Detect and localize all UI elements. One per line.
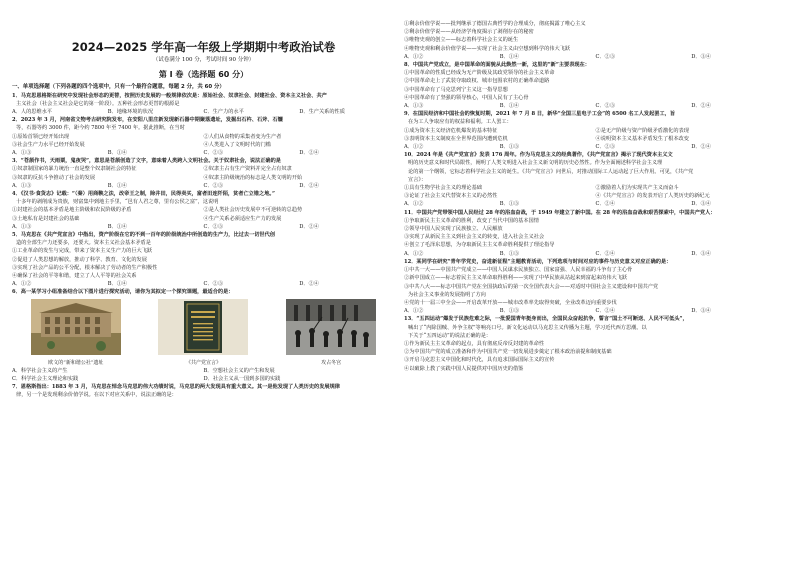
question-9-line-2: 在为工人争取应有的权益和福利。工人罢工： <box>408 119 512 126</box>
q11-statement-2: ②领导中国人民实现了民族独立、人民解放 <box>404 226 503 233</box>
question-1-line-2: 主义社会（社会主义社会是它的第一阶段）。五种社会形态更替的根源是 <box>16 100 180 107</box>
image-new-harmony <box>31 299 121 367</box>
q9-statement-1: ①成为资本主义经济危机爆发的基本特征 <box>404 127 498 134</box>
winter-palace-illustration <box>286 299 376 355</box>
q10-answer-a[interactable]: A．①② <box>404 201 424 208</box>
q4-answer-a[interactable]: A．①③ <box>12 223 32 230</box>
q11-answer-d[interactable]: D．③④ <box>691 250 711 257</box>
q7-statement-1: ①剩余价值学说——批判继承了德国古典哲学的合理成分，彻底揭露了唯心主义 <box>404 21 586 27</box>
question-7-answers <box>404 53 787 61</box>
question-10-line-3: 论的第一个纲领，它标志着科学社会主义的诞生。《共产党宣言》问世后，对推动国际工人运动起了巨大作用。可见，《共产党 <box>408 168 694 175</box>
q7-statement-3: ③唯物史观的创立——标志着科学社会主义的诞生 <box>404 37 519 44</box>
q9-statement-2: ②是无产阶级与资产阶级矛盾激化的表现 <box>595 127 689 134</box>
image-storming-winter-palace <box>286 299 376 367</box>
question-5-answers <box>12 280 395 288</box>
question-10-statements-b <box>404 192 787 200</box>
q10-answer-d[interactable]: D．③④ <box>691 201 711 208</box>
question-2-line-1: 2．2023 年 3 月，河南省文物考古研究院发布，在安阳八里庄新发现新石器中期聚落遗址，发掘出石杵、石斧、石镰 <box>12 117 283 124</box>
q1-option-c[interactable]: C．生产力的水平 <box>203 109 244 115</box>
q10-statement-3: ③论证了社会主义代替资本主义的必然性 <box>404 193 498 200</box>
question-13-line-2: 喊出了“内除国贼、外争主权”等响亮口号。新文化运动以马克思主义传播为主题，学习近代西方思潮。以 <box>408 324 647 331</box>
q5-answer-d[interactable]: D．②④ <box>299 281 319 288</box>
q2-answer-b[interactable]: B．①④ <box>107 150 128 157</box>
question-11-stem: 11．中国共产党带领中国人民经过 28 年的浴血奋战，于 1949 年建立了新中国。在 28 年的浴血奋战和艰苦探索中，中国共产党人： <box>404 209 716 216</box>
question-5-line-1: 5．马克思在《共产党宣言》中指出，资产阶级在它的不到一百年的阶级统治中所创造的生产力，比过去一切世代创 <box>12 232 275 239</box>
q5-answer-c[interactable]: C．②③ <box>203 281 224 288</box>
q11-answer-c[interactable]: C．②④ <box>595 250 616 257</box>
caption-winter-palace: 攻占冬宫 <box>321 359 342 366</box>
question-10-line-4: 宣言》： <box>408 176 427 183</box>
image-communist-manifesto <box>158 299 248 367</box>
q9-answer-c[interactable]: C．②③ <box>595 144 616 151</box>
q9-answer-b[interactable]: B．①③ <box>499 144 520 151</box>
caption-new-harmony: 欧文的“新和谐公社”遗址 <box>48 359 104 366</box>
q10-answer-b[interactable]: B．①③ <box>499 201 520 208</box>
caption-manifesto: 《共产党宣言》 <box>185 359 221 366</box>
question-4-line-2: 十多年的剥削成为贵族，财富集中到地主手里，“邑有人君之尊，里有公侯之富”，这说明 <box>16 199 219 206</box>
q4-statement-3: ③土地私有是封建社会的基础 <box>12 215 80 222</box>
question-6-stem: 6．高一某学习小组准备结合以下图片进行探究活动，请你为其拟定一个探究课题，最适合的是： <box>12 289 234 296</box>
q13-statement-2: ②为中国共产党的成立准备和作为中国共产党一切发展进步奠定了根本政治前提和制度基础 <box>404 349 612 356</box>
q9-answer-a[interactable]: A．①② <box>404 144 424 151</box>
question-4-line-1: 4．《汉书·食货志》记载：“（秦）用商鞅之法，改帝王之制，除井田，民得卖买，富者田连阡陌，贫者亡立锥之地。” <box>12 191 275 198</box>
q12-answer-b[interactable]: B．①③ <box>499 308 520 315</box>
q4-answer-d[interactable]: D．②④ <box>299 223 319 230</box>
q4-answer-c[interactable]: C．②③ <box>203 223 224 230</box>
q5-statement-4: ④确保了社会的平等和谐，建立了人人平等的社会关系 <box>12 273 137 280</box>
q12-statement-3-cont: 为社会主义事业的发展指明了方向 <box>408 291 486 298</box>
q6-option-a[interactable]: A．科学社会主义的产生 <box>12 367 68 374</box>
q6-option-b[interactable]: B．空想社会主义的产生和发展 <box>203 367 275 374</box>
question-10-line-2: 明的历史意义和时代局限性，阐明了人类文明进入社会主义新文明的历史必然性。作为全面阐述科学社会主义理 <box>408 160 663 167</box>
question-9-line-1: 9．在国民经济和中国社会的恢复时期，2021 年 7 月 8 日，新华“全国三星电子工会”的 6500 名工人发起罢工，旨 <box>404 111 676 118</box>
question-3-answers <box>12 182 395 190</box>
question-6-images <box>12 299 395 367</box>
q8-answer-c[interactable]: C．②③ <box>595 103 616 110</box>
q8-answer-a[interactable]: A．①③ <box>404 103 424 110</box>
q12-answer-a[interactable]: A．①② <box>404 308 424 315</box>
q1-option-a[interactable]: A．人的思维水平 <box>12 109 53 115</box>
q3-answer-b[interactable]: B．①④ <box>107 182 128 189</box>
q8-statement-3: ③中国革命有了马克思列宁主义这一指导思想 <box>404 86 508 93</box>
question-4-answers <box>12 223 395 231</box>
q10-statement-4: ④《共产党宣言》的发表开启了人类历史的新纪元 <box>595 193 710 200</box>
question-10-statements-a <box>404 184 787 192</box>
q2-answer-d[interactable]: D．②④ <box>299 150 319 157</box>
q7-answer-a[interactable]: A．①② <box>404 53 424 60</box>
question-3-statements-b <box>12 174 395 182</box>
q9-answer-d[interactable]: D．②④ <box>691 144 711 151</box>
q10-answer-c[interactable]: C．②④ <box>595 201 616 208</box>
question-5-line-2: 造的全部生产力还要多，还要大。资本主义社会基本矛盾是 <box>16 240 151 247</box>
q2-statement-3: ③社会生产力水平已经开始发展 <box>12 141 85 148</box>
q7-answer-b[interactable]: B．①④ <box>499 53 520 60</box>
q11-statement-3: ③实现了从新民主主义到社会主义的转变，进入社会主义社会 <box>404 234 545 241</box>
q10-statement-2: ②激励着人们为实现共产主义而奋斗 <box>595 185 679 192</box>
q8-statement-2: ②中国革命走上了武装夺取政权、城市包围农村的正确革命道路 <box>404 78 550 85</box>
q6-option-d[interactable]: D．社会主义从一国到多国的实践 <box>203 375 281 382</box>
q11-answer-b[interactable]: B．①③ <box>499 250 520 257</box>
question-12-stem: 12．某同学在研究“青年学党史，奋进新征程”主题教育活动，下列选项与时间对应的事件与历史意义对应正确的是： <box>404 258 672 265</box>
q13-statement-3: ③开启马克思主义中国化和时代化，具有追求国际国际主义的宣传 <box>404 357 555 364</box>
q9-statement-3: ③表明资本主义制度在全世界范围内遭到危机 <box>404 135 508 142</box>
q5-statement-1: ①工业革命的发生与完成，带来了资本主义生产力的巨大飞跃 <box>12 248 153 255</box>
q5-statement-3: ③实现了社会产品的公平分配，根本解决了劳动者的生产积极性 <box>12 264 158 271</box>
question-8-answers <box>404 102 787 110</box>
question-9-statements-a <box>404 127 787 135</box>
question-1-options <box>12 108 395 116</box>
q12-statement-3: ③中共八大——标志中国共产党在全国执政后的第一次全国代表大会——对适时中国社会主义建设和中国共产党 <box>404 283 659 290</box>
question-6-options-a <box>12 367 395 375</box>
question-10-answers <box>404 200 787 208</box>
q8-answer-d[interactable]: D．②④ <box>691 103 711 110</box>
question-11-answers <box>404 250 787 258</box>
right-column <box>404 0 787 582</box>
question-12-answers <box>404 307 787 315</box>
part-heading: 第 Ⅰ 卷（选择题 60 分） <box>158 70 249 79</box>
section-heading: 一、单项选择题（下列各题的四个选项中，只有一个最符合题意，每题 2 分，共 60 分） <box>12 84 225 90</box>
q3-statement-2: ②奴隶主占有生产资料并完全占有奴隶 <box>203 166 292 173</box>
q3-answer-c[interactable]: C．②③ <box>203 182 224 189</box>
q3-statement-1: ①奴隶制国家的暴力统治一直是整个奴隶制社会的特征 <box>12 166 137 173</box>
manifesto-book-illustration <box>158 299 248 355</box>
q12-answer-d[interactable]: D．③④ <box>691 308 711 315</box>
question-3-statements-a <box>12 165 395 173</box>
q5-answer-b[interactable]: B．①④ <box>107 281 128 288</box>
q7-statement-4: ④唯物史观和剩余价值学说——实现了社会主义由空想到科学的伟大飞跃 <box>404 45 571 52</box>
q7-answer-d[interactable]: D．③④ <box>691 53 711 60</box>
q8-statement-4: ④中国革命有了坚强的领导核心，中国人民有了主心骨 <box>404 94 529 101</box>
exam-title: 2024—2025 学年高一年级上学期期中考政治试卷 <box>71 40 336 54</box>
question-2-answers <box>12 149 395 157</box>
question-9-statements-b <box>404 135 787 143</box>
q2-answer-a[interactable]: A．①③ <box>12 150 32 157</box>
q5-statement-2: ②促进了人类思想的解放，推动了科学、教育、文化的发展 <box>12 256 147 263</box>
q12-answer-c[interactable]: C．②④ <box>595 308 616 315</box>
question-2-statements-b <box>12 141 395 149</box>
q13-statement-4: ④以破除上教了实践中国人民提供对中国历史的借鉴 <box>404 365 524 372</box>
q3-answer-d[interactable]: D．②④ <box>299 182 319 189</box>
q3-statement-4: ④奴隶主阶级统治的标志是人类文明的开始 <box>203 174 303 181</box>
q3-answer-a[interactable]: A．①③ <box>12 182 32 189</box>
q2-statement-2: ②人们从食物的采集者变为生产者 <box>203 133 282 140</box>
question-13-line-3: 下关于“五四运动”的说法正确的是： <box>408 332 492 339</box>
q11-statement-4: ④创立了毛泽东思想，为夺取新民主主义革命胜利提供了理论指导 <box>404 242 555 249</box>
q12-statement-1: ①中共一大——中国共产党成立——中国人民谋求民族独立、国家富强、人民幸福的斗争有了主心骨 <box>404 267 633 274</box>
q8-statement-1: ①中国革命的性质已经成为无产阶级及其政党领导的社会主义革命 <box>404 70 555 77</box>
q9-statement-4: ④说明资本主义基本矛盾发生了根本改变 <box>595 135 689 142</box>
q4-statement-1: ①封建社会的基本矛盾是地主阶级和农民阶级的矛盾 <box>12 207 132 214</box>
question-13-line-1: 13．“五四运动”爆发于民族危难之际，一批爱国青年挺身而出，全国民众奋起抗争，誓言“国土不可断送、人民不可低头”， <box>404 316 688 323</box>
q5-answer-a[interactable]: A．①② <box>12 281 32 288</box>
q6-option-c[interactable]: C．科学社会主义理论和实践 <box>12 375 79 382</box>
question-7-line-2: 律，另一个是发现剩余价值学说。在以下对应关系中，说法正确的是： <box>16 392 177 399</box>
question-9-answers <box>404 143 787 151</box>
q2-statement-1: ①原始首领已经开始出现 <box>12 133 70 140</box>
question-7-line-1: 7．恩格斯指出：1883 年 3 月，马克思在悼念马克思的伟大功绩时说，马克思的两大发现具有重大意义。其一是他发现了人类历史的发展规律 <box>12 384 340 391</box>
question-8-stem: 8．中国共产党成立，是中国革命的面貌从此焕然一新，这里的“新”主要表现在： <box>404 62 590 69</box>
q7-statement-2: ②剩余价值学说——从经济学角度揭示了剥削存在的秘密 <box>404 29 534 36</box>
question-2-line-2: 等，石器等约 3000 件，距今约 7800 年至 7400 年。据此推断，在当时 <box>16 125 185 132</box>
question-1-line-1: 1．马克思恩格斯在研究中发现社会形态的更替，按照历史发展的一般规律依次是：原始社会、奴隶社会、封建社会、资本主义社会、共产 <box>12 92 327 99</box>
question-10-line-1: 10．2024 年是《共产党宣言》发表 176 周年。作为马克思主义的经典著作，《共产党宣言》揭示了现代资本主义文 <box>404 152 673 159</box>
q10-statement-1: ①具有生物学社会主义的理论基础 <box>404 185 482 192</box>
q12-statement-2: ②新中国成立——标志着民主主义革命取得胜利——实现了中华民族从站起来到富起来的伟大飞跃 <box>404 275 628 282</box>
q1-option-b[interactable]: B．地缘环境的状况 <box>107 109 154 115</box>
q11-answer-a[interactable]: A．①② <box>404 250 424 257</box>
q4-statement-2: ②是人类社会历史发展中不可逆转的总趋势 <box>203 207 303 214</box>
question-6-options-b <box>12 375 395 383</box>
q7-answer-c[interactable]: C．②③ <box>595 53 616 60</box>
new-harmony-illustration <box>31 299 121 355</box>
q4-answer-b[interactable]: B．①④ <box>107 223 128 230</box>
q4-statement-4: ④生产关系必须适应生产力的发展 <box>203 215 282 222</box>
q1-option-d[interactable]: D．生产关系的性质 <box>299 109 345 115</box>
q13-statement-1: ①作为新民主主义革命的起点，具有彻底反帝反封建的革命性 <box>404 340 545 347</box>
question-2-statements-a <box>12 133 395 141</box>
q12-statement-4: ④党的十一届三中全会——开启改革开放——城市改革率先取得突破，全业改革迈向重要步伐 <box>404 299 617 306</box>
exam-subtitle: （试卷满分 100 分，考试时间 90 分钟） <box>152 57 255 63</box>
q3-statement-3: ③奴隶的反抗斗争推动了社会的发展 <box>12 174 96 181</box>
question-4-statements-b <box>12 215 395 223</box>
question-4-statements-a <box>12 206 395 214</box>
left-column <box>12 0 395 562</box>
q8-answer-b[interactable]: B．①④ <box>499 103 520 110</box>
q2-statement-4: ④人类进入了文明时代的门槛 <box>203 141 271 148</box>
question-3-line-1: 3．“苍颉作书，天雨粟，鬼夜哭”，意思是苍颉创造了文字，意味着人类跨入文明社会。关于奴隶社会，说法正确的是 <box>12 158 281 165</box>
q2-answer-c[interactable]: C．②③ <box>203 150 224 157</box>
q11-statement-1: ①争取新民主主义革命的胜利，改变了当代中国的基本国情 <box>404 217 539 224</box>
